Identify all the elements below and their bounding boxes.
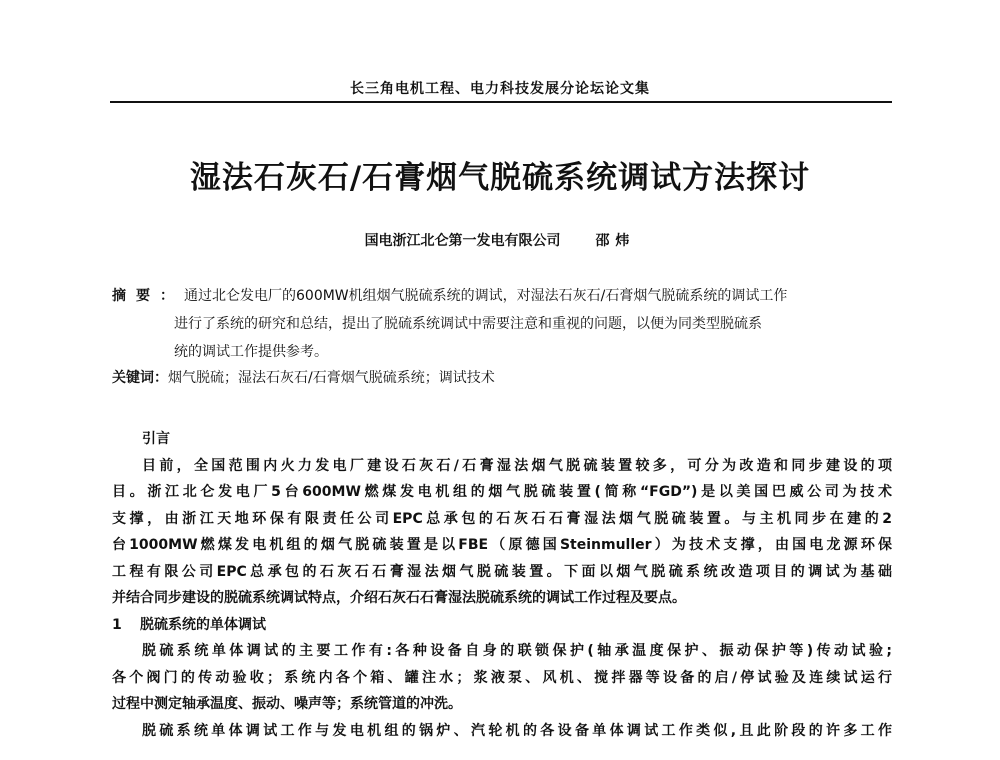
section-number: 1 xyxy=(112,616,122,633)
running-header: 长三角电机工程、电力科技发展分论坛论文集 xyxy=(350,81,650,97)
body-line: 脱硫系统单体调试的主要工作有:各种设备自身的联锁保护(轴承温度保护、振动保护等)传动试验; xyxy=(142,643,892,659)
body-line: 台1000MW燃煤发电机组的烟气脱硫装置是以FBE（原德国Steinmuller）为技术支撑，由国电龙源环保 xyxy=(112,537,892,553)
affiliation: 国电浙江北仑第一发电有限公司 xyxy=(364,233,561,249)
abstract-line: 摘要：通过北仑发电厂的600MW机组烟气脱硫系统的调试，对湿法石灰石/石膏烟气脱硫系统的调试工作 xyxy=(112,288,788,304)
keywords-label: 关键词： xyxy=(112,370,168,386)
byline xyxy=(100,230,900,250)
keywords-text: 烟气脱硫；湿法石灰石/石膏烟气脱硫系统；调试技术 xyxy=(168,370,495,386)
section-heading-1 xyxy=(112,612,892,639)
body-line: 目前，全国范围内火力发电厂建设石灰石/石膏湿法烟气脱硫装置较多，可分为改造和同步建设的项 xyxy=(142,457,892,474)
abstract-line: 统的调试工作提供参考。 xyxy=(174,344,328,360)
body-line: 支撑，由浙江天地环保有限责任公司EPC总承包的石灰石石膏湿法烟气脱硫装置。与主机同步在建的2 xyxy=(112,510,892,527)
author-name: 邵炜 xyxy=(595,233,636,249)
abstract-line: 进行了系统的研究和总结，提出了脱硫系统调试中需要注意和重视的问题，以便为同类型脱硫系 xyxy=(174,316,762,332)
header-rule xyxy=(110,101,892,103)
body-line: 并结合同步建设的脱硫系统调试特点，介绍石灰石石膏湿法脱硫系统的调试工作过程及要点。 xyxy=(112,590,686,606)
paper-title: 湿法石灰石/石膏烟气脱硫系统调试方法探讨 xyxy=(189,160,811,196)
section-heading-intro: 引言 xyxy=(142,431,170,447)
body-text xyxy=(112,426,892,744)
body-line: 目。浙江北仑发电厂5台600MW燃煤发电机组的烟气脱硫装置(简称“FGD”)是以美国巴威公司为技术 xyxy=(112,484,892,500)
body-line: 工程有限公司EPC总承包的石灰石石膏湿法烟气脱硫装置。下面以烟气脱硫系统改造项目的调试为基础 xyxy=(112,563,892,580)
body-line: 过程中测定轴承温度、振动、噪声等；系统管道的冲洗。 xyxy=(112,696,462,712)
body-line: 脱硫系统单体调试工作与发电机组的锅炉、汽轮机的各设备单体调试工作类似,且此阶段的许多工作 xyxy=(142,722,892,739)
body-line: 各个阀门的传动验收；系统内各个箱、罐注水；浆液泵、风机、搅拌器等设备的启/停试验及连续试运行 xyxy=(112,669,892,686)
abstract-label: 摘要： xyxy=(112,288,184,304)
section-title: 脱硫系统的单体调试 xyxy=(140,616,266,633)
abstract xyxy=(112,282,892,366)
keywords xyxy=(112,367,892,387)
